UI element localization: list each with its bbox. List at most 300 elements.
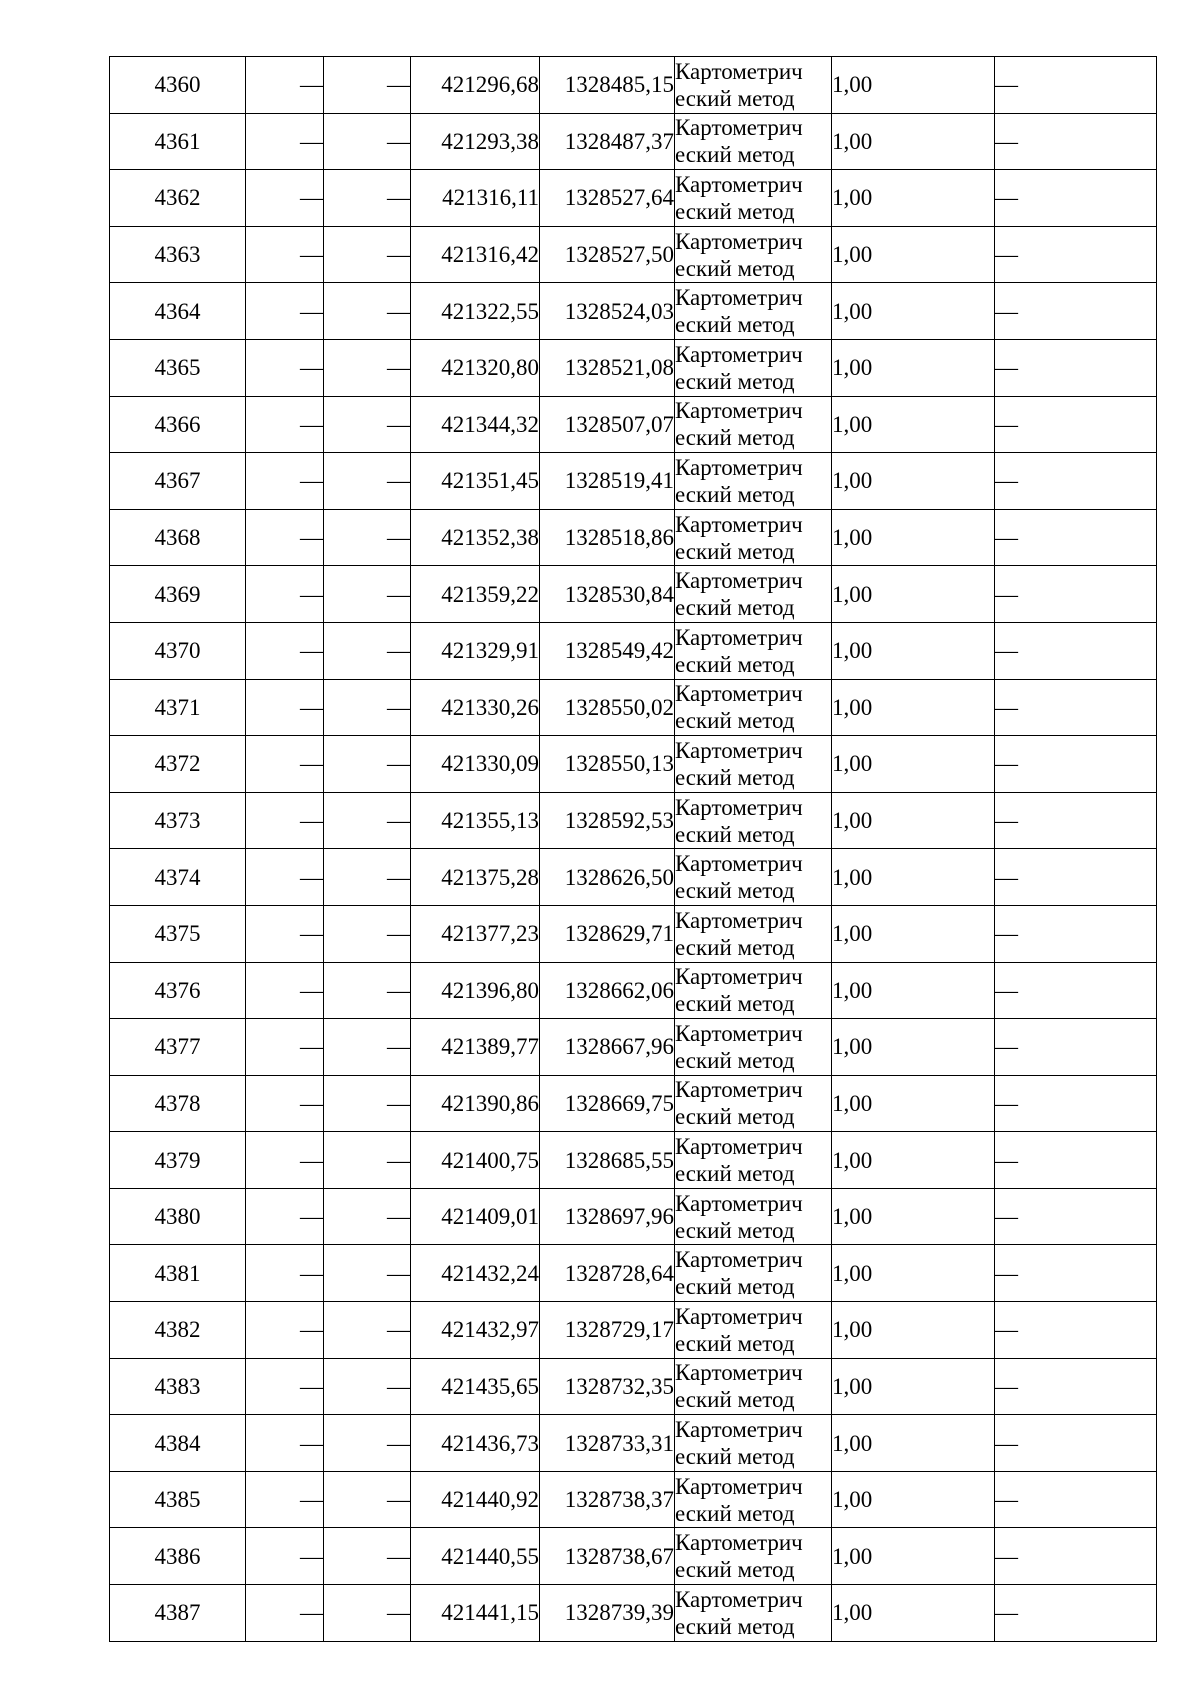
empty-cell-dash: — — [246, 1188, 324, 1245]
y-coordinate-cell: 1328530,84 — [540, 566, 675, 623]
accuracy-cell: 1,00 — [832, 1188, 995, 1245]
accuracy-cell: 1,00 — [832, 509, 995, 566]
empty-cell-dash: — — [246, 905, 324, 962]
y-coordinate-cell: 1328550,02 — [540, 679, 675, 736]
empty-cell-dash: — — [246, 962, 324, 1019]
method-cell — [675, 1358, 832, 1415]
empty-cell-dash: — — [995, 622, 1157, 679]
table-row — [110, 339, 1157, 396]
point-number-cell: 4384 — [110, 1415, 246, 1472]
method-cell — [675, 1528, 832, 1585]
method-cell — [675, 509, 832, 566]
method-cell — [675, 283, 832, 340]
table-row — [110, 453, 1157, 510]
y-coordinate-cell: 1328626,50 — [540, 849, 675, 906]
method-cell — [675, 905, 832, 962]
empty-cell-dash: — — [246, 566, 324, 623]
empty-cell-dash: — — [995, 1188, 1157, 1245]
empty-cell-dash: — — [995, 509, 1157, 566]
table-row — [110, 283, 1157, 340]
accuracy-cell: 1,00 — [832, 396, 995, 453]
method-cell — [675, 1302, 832, 1359]
method-text-line-2: еский метод — [675, 1613, 795, 1639]
empty-cell-dash: — — [246, 283, 324, 340]
method-text-line-2: еский метод — [675, 368, 795, 394]
point-number-cell: 4363 — [110, 226, 246, 283]
accuracy-cell: 1,00 — [832, 1358, 995, 1415]
method-text-line-1: Картометрич — [675, 568, 803, 594]
accuracy-cell: 1,00 — [832, 1585, 995, 1642]
y-coordinate-cell: 1328507,07 — [540, 396, 675, 453]
empty-cell-dash: — — [995, 962, 1157, 1019]
empty-cell-dash: — — [995, 1471, 1157, 1528]
point-number-cell: 4370 — [110, 622, 246, 679]
point-number-cell: 4377 — [110, 1019, 246, 1076]
empty-cell-dash: — — [246, 622, 324, 679]
empty-cell-dash: — — [246, 849, 324, 906]
empty-cell-dash: — — [324, 792, 411, 849]
empty-cell-dash: — — [324, 1302, 411, 1359]
accuracy-cell: 1,00 — [832, 1302, 995, 1359]
empty-cell-dash: — — [995, 396, 1157, 453]
y-coordinate-cell: 1328549,42 — [540, 622, 675, 679]
method-text-line-2: еский метод — [675, 85, 795, 111]
x-coordinate-cell: 421352,38 — [411, 509, 540, 566]
method-text-line-1: Картометрич — [675, 964, 803, 990]
accuracy-cell: 1,00 — [832, 1471, 995, 1528]
x-coordinate-cell: 421396,80 — [411, 962, 540, 1019]
empty-cell-dash: — — [324, 1132, 411, 1189]
empty-cell-dash: — — [246, 113, 324, 170]
x-coordinate-cell: 421293,38 — [411, 113, 540, 170]
x-coordinate-cell: 421436,73 — [411, 1415, 540, 1472]
method-text-line-2: еский метод — [675, 142, 795, 168]
empty-cell-dash: — — [995, 1585, 1157, 1642]
accuracy-cell: 1,00 — [832, 1528, 995, 1585]
method-text-line-1: Картометрич — [675, 1473, 803, 1499]
empty-cell-dash: — — [246, 1358, 324, 1415]
point-number-cell: 4387 — [110, 1585, 246, 1642]
x-coordinate-cell: 421330,09 — [411, 736, 540, 793]
empty-cell-dash: — — [995, 905, 1157, 962]
method-text-line-2: еский метод — [675, 198, 795, 224]
y-coordinate-cell: 1328729,17 — [540, 1302, 675, 1359]
table-row — [110, 226, 1157, 283]
y-coordinate-cell: 1328738,37 — [540, 1471, 675, 1528]
method-text-line-1: Картометрич — [675, 1190, 803, 1216]
method-cell — [675, 113, 832, 170]
table-row — [110, 1188, 1157, 1245]
table-row — [110, 1132, 1157, 1189]
method-text-line-1: Картометрич — [675, 907, 803, 933]
method-text-line-2: еский метод — [675, 595, 795, 621]
table-row — [110, 113, 1157, 170]
empty-cell-dash: — — [246, 339, 324, 396]
method-text-line-1: Картометрич — [675, 737, 803, 763]
empty-cell-dash: — — [246, 1302, 324, 1359]
accuracy-cell: 1,00 — [832, 849, 995, 906]
table-row — [110, 905, 1157, 962]
accuracy-cell: 1,00 — [832, 226, 995, 283]
method-cell — [675, 736, 832, 793]
empty-cell-dash: — — [246, 1471, 324, 1528]
empty-cell-dash: — — [324, 396, 411, 453]
method-cell — [675, 1132, 832, 1189]
empty-cell-dash: — — [995, 736, 1157, 793]
empty-cell-dash: — — [324, 453, 411, 510]
table-row — [110, 509, 1157, 566]
table-row — [110, 679, 1157, 736]
method-cell — [675, 792, 832, 849]
accuracy-cell: 1,00 — [832, 283, 995, 340]
accuracy-cell: 1,00 — [832, 339, 995, 396]
table-row — [110, 1528, 1157, 1585]
accuracy-cell: 1,00 — [832, 905, 995, 962]
y-coordinate-cell: 1328550,13 — [540, 736, 675, 793]
method-text-line-1: Картометрич — [675, 681, 803, 707]
method-text-line-2: еский метод — [675, 1444, 795, 1470]
method-text-line-1: Картометрич — [675, 228, 803, 254]
table-row — [110, 1415, 1157, 1472]
table-row — [110, 962, 1157, 1019]
table-row — [110, 622, 1157, 679]
empty-cell-dash: — — [246, 226, 324, 283]
empty-cell-dash: — — [995, 113, 1157, 170]
method-text-line-1: Картометрич — [675, 1586, 803, 1612]
method-text-line-1: Картометрич — [675, 794, 803, 820]
x-coordinate-cell: 421296,68 — [411, 57, 540, 114]
empty-cell-dash: — — [324, 57, 411, 114]
method-cell — [675, 566, 832, 623]
empty-cell-dash: — — [246, 679, 324, 736]
point-number-cell: 4371 — [110, 679, 246, 736]
method-cell — [675, 1019, 832, 1076]
accuracy-cell: 1,00 — [832, 57, 995, 114]
empty-cell-dash: — — [246, 453, 324, 510]
x-coordinate-cell: 421440,92 — [411, 1471, 540, 1528]
method-text-line-2: еский метод — [675, 1161, 795, 1187]
method-cell — [675, 226, 832, 283]
method-cell — [675, 57, 832, 114]
table-row — [110, 792, 1157, 849]
table-row — [110, 736, 1157, 793]
method-text-line-1: Картометрич — [675, 1530, 803, 1556]
method-text-line-1: Картометрич — [675, 1303, 803, 1329]
accuracy-cell: 1,00 — [832, 679, 995, 736]
table-row — [110, 1075, 1157, 1132]
table-row — [110, 1585, 1157, 1642]
accuracy-cell: 1,00 — [832, 566, 995, 623]
accuracy-cell: 1,00 — [832, 1415, 995, 1472]
y-coordinate-cell: 1328662,06 — [540, 962, 675, 1019]
method-cell — [675, 1585, 832, 1642]
y-coordinate-cell: 1328518,86 — [540, 509, 675, 566]
empty-cell-dash: — — [995, 566, 1157, 623]
empty-cell-dash: — — [324, 679, 411, 736]
empty-cell-dash: — — [995, 339, 1157, 396]
x-coordinate-cell: 421320,80 — [411, 339, 540, 396]
table-row — [110, 170, 1157, 227]
accuracy-cell: 1,00 — [832, 113, 995, 170]
empty-cell-dash: — — [995, 1528, 1157, 1585]
method-text-line-2: еский метод — [675, 651, 795, 677]
table-body — [110, 57, 1157, 1642]
empty-cell-dash: — — [246, 1019, 324, 1076]
method-text-line-2: еский метод — [675, 764, 795, 790]
method-text-line-1: Картометрич — [675, 851, 803, 877]
point-number-cell: 4364 — [110, 283, 246, 340]
x-coordinate-cell: 421432,24 — [411, 1245, 540, 1302]
x-coordinate-cell: 421344,32 — [411, 396, 540, 453]
table-row — [110, 1245, 1157, 1302]
point-number-cell: 4380 — [110, 1188, 246, 1245]
method-text-line-2: еский метод — [675, 1330, 795, 1356]
y-coordinate-cell: 1328485,15 — [540, 57, 675, 114]
method-text-line-1: Картометрич — [675, 624, 803, 650]
empty-cell-dash: — — [246, 1528, 324, 1585]
empty-cell-dash: — — [324, 113, 411, 170]
method-text-line-2: еский метод — [675, 934, 795, 960]
point-number-cell: 4379 — [110, 1132, 246, 1189]
method-text-line-1: Картометрич — [675, 1247, 803, 1273]
empty-cell-dash: — — [246, 396, 324, 453]
empty-cell-dash: — — [324, 226, 411, 283]
empty-cell-dash: — — [246, 1132, 324, 1189]
method-cell — [675, 622, 832, 679]
empty-cell-dash: — — [246, 509, 324, 566]
empty-cell-dash: — — [324, 849, 411, 906]
point-number-cell: 4381 — [110, 1245, 246, 1302]
method-text-line-2: еский метод — [675, 1387, 795, 1413]
x-coordinate-cell: 421330,26 — [411, 679, 540, 736]
empty-cell-dash: — — [995, 792, 1157, 849]
empty-cell-dash: — — [324, 1358, 411, 1415]
empty-cell-dash: — — [324, 905, 411, 962]
x-coordinate-cell: 421390,86 — [411, 1075, 540, 1132]
method-text-line-1: Картометрич — [675, 511, 803, 537]
empty-cell-dash: — — [324, 1075, 411, 1132]
method-cell — [675, 170, 832, 227]
method-text-line-1: Картометрич — [675, 171, 803, 197]
x-coordinate-cell: 421432,97 — [411, 1302, 540, 1359]
y-coordinate-cell: 1328669,75 — [540, 1075, 675, 1132]
table-row — [110, 1019, 1157, 1076]
empty-cell-dash: — — [995, 226, 1157, 283]
method-cell — [675, 679, 832, 736]
point-number-cell: 4386 — [110, 1528, 246, 1585]
empty-cell-dash: — — [246, 736, 324, 793]
empty-cell-dash: — — [995, 453, 1157, 510]
x-coordinate-cell: 421440,55 — [411, 1528, 540, 1585]
empty-cell-dash: — — [246, 1245, 324, 1302]
x-coordinate-cell: 421329,91 — [411, 622, 540, 679]
y-coordinate-cell: 1328733,31 — [540, 1415, 675, 1472]
point-number-cell: 4372 — [110, 736, 246, 793]
method-text-line-1: Картометрич — [675, 1417, 803, 1443]
empty-cell-dash: — — [246, 170, 324, 227]
method-cell — [675, 396, 832, 453]
method-cell — [675, 962, 832, 1019]
method-text-line-1: Картометрич — [675, 341, 803, 367]
point-number-cell: 4373 — [110, 792, 246, 849]
accuracy-cell: 1,00 — [832, 1132, 995, 1189]
y-coordinate-cell: 1328521,08 — [540, 339, 675, 396]
empty-cell-dash: — — [324, 622, 411, 679]
table-row — [110, 57, 1157, 114]
accuracy-cell: 1,00 — [832, 170, 995, 227]
y-coordinate-cell: 1328527,50 — [540, 226, 675, 283]
method-text-line-1: Картометрич — [675, 1134, 803, 1160]
point-number-cell: 4362 — [110, 170, 246, 227]
method-text-line-2: еский метод — [675, 1217, 795, 1243]
accuracy-cell: 1,00 — [832, 1075, 995, 1132]
point-number-cell: 4375 — [110, 905, 246, 962]
method-cell — [675, 1075, 832, 1132]
y-coordinate-cell: 1328732,35 — [540, 1358, 675, 1415]
accuracy-cell: 1,00 — [832, 792, 995, 849]
empty-cell-dash: — — [246, 1075, 324, 1132]
y-coordinate-cell: 1328629,71 — [540, 905, 675, 962]
empty-cell-dash: — — [324, 1245, 411, 1302]
table-row — [110, 849, 1157, 906]
empty-cell-dash: — — [995, 1132, 1157, 1189]
y-coordinate-cell: 1328728,64 — [540, 1245, 675, 1302]
empty-cell-dash: — — [995, 170, 1157, 227]
method-text-line-2: еский метод — [675, 538, 795, 564]
x-coordinate-cell: 421389,77 — [411, 1019, 540, 1076]
table-row — [110, 1471, 1157, 1528]
method-text-line-2: еский метод — [675, 1274, 795, 1300]
empty-cell-dash: — — [995, 1415, 1157, 1472]
method-text-line-2: еский метод — [675, 312, 795, 338]
empty-cell-dash: — — [995, 849, 1157, 906]
point-number-cell: 4383 — [110, 1358, 246, 1415]
empty-cell-dash: — — [246, 792, 324, 849]
method-cell — [675, 1415, 832, 1472]
empty-cell-dash: — — [995, 283, 1157, 340]
method-text-line-1: Картометрич — [675, 285, 803, 311]
x-coordinate-cell: 421377,23 — [411, 905, 540, 962]
accuracy-cell: 1,00 — [832, 1245, 995, 1302]
empty-cell-dash: — — [324, 1471, 411, 1528]
point-number-cell: 4385 — [110, 1471, 246, 1528]
accuracy-cell: 1,00 — [832, 736, 995, 793]
x-coordinate-cell: 421400,75 — [411, 1132, 540, 1189]
method-text-line-2: еский метод — [675, 255, 795, 281]
empty-cell-dash: — — [324, 566, 411, 623]
method-text-line-2: еский метод — [675, 1500, 795, 1526]
method-text-line-2: еский метод — [675, 878, 795, 904]
y-coordinate-cell: 1328519,41 — [540, 453, 675, 510]
accuracy-cell: 1,00 — [832, 453, 995, 510]
table-row — [110, 396, 1157, 453]
empty-cell-dash: — — [324, 1585, 411, 1642]
accuracy-cell: 1,00 — [832, 962, 995, 1019]
point-number-cell: 4365 — [110, 339, 246, 396]
method-cell — [675, 1188, 832, 1245]
point-number-cell: 4374 — [110, 849, 246, 906]
empty-cell-dash: — — [995, 1358, 1157, 1415]
x-coordinate-cell: 421355,13 — [411, 792, 540, 849]
method-text-line-1: Картометрич — [675, 1077, 803, 1103]
method-text-line-2: еский метод — [675, 991, 795, 1017]
empty-cell-dash: — — [324, 736, 411, 793]
y-coordinate-cell: 1328697,96 — [540, 1188, 675, 1245]
x-coordinate-cell: 421375,28 — [411, 849, 540, 906]
method-text-line-1: Картометрич — [675, 115, 803, 141]
y-coordinate-cell: 1328487,37 — [540, 113, 675, 170]
accuracy-cell: 1,00 — [832, 622, 995, 679]
point-number-cell: 4378 — [110, 1075, 246, 1132]
empty-cell-dash: — — [995, 1019, 1157, 1076]
y-coordinate-cell: 1328527,64 — [540, 170, 675, 227]
empty-cell-dash: — — [246, 1415, 324, 1472]
x-coordinate-cell: 421316,42 — [411, 226, 540, 283]
y-coordinate-cell: 1328667,96 — [540, 1019, 675, 1076]
x-coordinate-cell: 421441,15 — [411, 1585, 540, 1642]
point-number-cell: 4382 — [110, 1302, 246, 1359]
empty-cell-dash: — — [324, 339, 411, 396]
method-text-line-2: еский метод — [675, 1104, 795, 1130]
method-cell — [675, 453, 832, 510]
y-coordinate-cell: 1328685,55 — [540, 1132, 675, 1189]
y-coordinate-cell: 1328738,67 — [540, 1528, 675, 1585]
point-number-cell: 4367 — [110, 453, 246, 510]
empty-cell-dash: — — [324, 509, 411, 566]
method-text-line-2: еский метод — [675, 481, 795, 507]
x-coordinate-cell: 421316,11 — [411, 170, 540, 227]
empty-cell-dash: — — [324, 170, 411, 227]
table-row — [110, 1302, 1157, 1359]
empty-cell-dash: — — [995, 1075, 1157, 1132]
method-text-line-1: Картометрич — [675, 398, 803, 424]
x-coordinate-cell: 421409,01 — [411, 1188, 540, 1245]
coordinates-table — [109, 56, 1157, 1642]
empty-cell-dash: — — [995, 1302, 1157, 1359]
method-text-line-2: еский метод — [675, 1557, 795, 1583]
method-text-line-1: Картометрич — [675, 454, 803, 480]
method-cell — [675, 1471, 832, 1528]
point-number-cell: 4361 — [110, 113, 246, 170]
empty-cell-dash: — — [995, 679, 1157, 736]
point-number-cell: 4368 — [110, 509, 246, 566]
empty-cell-dash: — — [324, 1188, 411, 1245]
method-text-line-2: еский метод — [675, 1047, 795, 1073]
method-text-line-2: еский метод — [675, 821, 795, 847]
point-number-cell: 4376 — [110, 962, 246, 1019]
table-row — [110, 566, 1157, 623]
empty-cell-dash: — — [995, 57, 1157, 114]
point-number-cell: 4369 — [110, 566, 246, 623]
method-text-line-2: еский метод — [675, 425, 795, 451]
point-number-cell: 4366 — [110, 396, 246, 453]
x-coordinate-cell: 421322,55 — [411, 283, 540, 340]
point-number-cell: 4360 — [110, 57, 246, 114]
empty-cell-dash: — — [324, 283, 411, 340]
method-text-line-2: еский метод — [675, 708, 795, 734]
method-cell — [675, 849, 832, 906]
method-text-line-1: Картометрич — [675, 1360, 803, 1386]
empty-cell-dash: — — [246, 1585, 324, 1642]
method-text-line-1: Картометрич — [675, 1020, 803, 1046]
method-cell — [675, 1245, 832, 1302]
y-coordinate-cell: 1328524,03 — [540, 283, 675, 340]
empty-cell-dash: — — [324, 962, 411, 1019]
y-coordinate-cell: 1328739,39 — [540, 1585, 675, 1642]
y-coordinate-cell: 1328592,53 — [540, 792, 675, 849]
empty-cell-dash: — — [995, 1245, 1157, 1302]
empty-cell-dash: — — [324, 1528, 411, 1585]
